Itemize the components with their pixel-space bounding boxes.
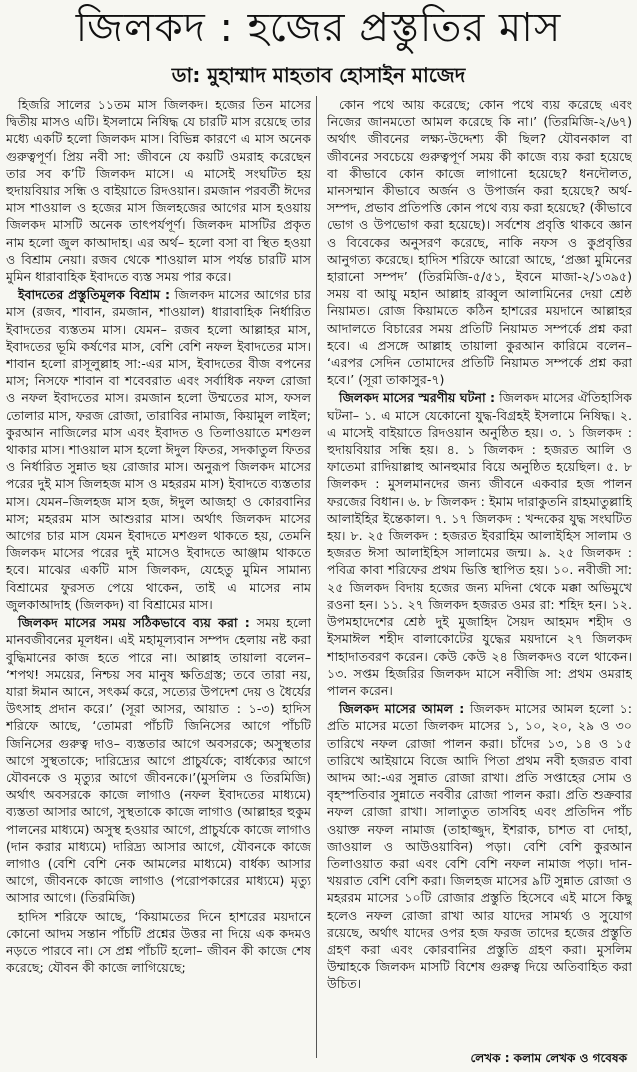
paragraph-text: হিজরি সালের ১১তম মাস জিলকদ। হজের তিন মাসের দ্বিতীয় মাসও এটি। ইসলামে নিষিদ্ধ যে চারটি মাস রয়েছে তার মধ্যে একটি হলো জিলকদ মাস। বিভিন্ন কারণে এ মাস অনেক গুরুত্বপূর্ণ। প্রিয় নবী সা: জীবনে যে কয়টি ওমরাহ করেছেন তার সব ক’টি জিলকদ মাসে। এ মাসেই সংঘটিত হয় হুদায়বিয়ার সন্ধি ও বাইয়াতে রিদওয়ান। রমজান পরবর্তী ঈদের মাস শাওয়াল ও হজের মাস জিলহজের আগের মাস হওয়ায় জিলকদ মাসটি অনেক তাৎপর্যপূর্ণ। জিলকদ মাসটির প্রকৃত নাম হলো জুল কাআদাহ। এর অর্থ– হলো বসা বা স্থিত হওয়া ও বিশ্রাম নেয়া। রজব থেকে শাওয়াল মাস পর্যন্ত চারটি মাস মুমিন ধারাবাহিক ইবাদতে ব্যস্ত সময় পার করে। bbox=[6, 97, 311, 285]
article-byline: ডা: মুহাম্মাদ মাহতাব হোসাইন মাজেদ bbox=[171, 63, 466, 87]
paragraph bbox=[6, 96, 311, 285]
column-divider bbox=[316, 96, 317, 1058]
paragraph bbox=[6, 908, 311, 977]
paragraph-text: জিলকদ মাসের আমল হলো ১: প্রতি মাসের মতো জিলকদ মাসের ১, ১০, ২০, ২৯ ও ৩০ তারিখে নফল রোজা পালন করা। চাঁদের ১৩, ১৪ ও ১৫ তারিখে আইয়ামে বিজে আদি পিতা প্রথম নবী হজরত বাবা আদম আ:-এর সুন্নাত রোজা রাখা। প্রতি সপ্তাহের সোম ও বৃহস্পতিবার সুন্নাতে নববীর রোজা পালন করা। প্রতি শুক্রবার নফল রোজা রাখা। সালাতুত তাসবিহ এবং প্রতিদিন পাঁচ ওয়াক্ত নফল নামাজ (তাহাজ্জুদ, ইশরাক, চাশত বা দোহা, জাওয়াল ও আউওয়াবিন) পড়া। বেশি বেশি কুরআন তিলাওয়াত করা এবং বেশি বেশি নফল নামাজ পড়া। দান-খয়রাত বেশি বেশি করা। জিলহজ মাসের ৯টি সুন্নাত রোজা ও মহররম মাসের ১০টি রোজার প্রস্তুতি হিসেবে এই মাসে কিছু হলেও নফল রোজা রাখা আর যাদের সামর্থ্য ও সুযোগ রয়েছে, অর্থাৎ যাদের ওপর হজ ফরজ তাদের হজের প্রস্তুতি গ্রহণ করা এবং কোরবানির প্রস্তুতি গ্রহণ করা। মুসলিম উম্মাহকে জিলকদ মাসটি বিশেষ গুরুত্ব দিয়ে অতিবাহিত করা উচিত। bbox=[327, 701, 632, 992]
paragraph-text: হাদিস শরিফে আছে, ‘কিয়ামতের দিনে হাশরের ময়দানে কোনো আদম সন্তান পাঁচটি প্রশ্নের উত্তর না দিয়ে এক কদমও নড়তে পারবে না। সে প্রশ্ন পাঁচটি হলো– জীবন কী কাজে শেষ করেছে; যৌবন কী কাজে লাগিয়েছে; bbox=[6, 908, 311, 976]
section-heading: জিলকদ মাসের স্মরণীয় ঘটনা : bbox=[339, 390, 496, 406]
article-headline: জিলকদ : হজের প্রস্তুতির মাস bbox=[75, 5, 562, 51]
paragraph bbox=[6, 614, 311, 906]
section-heading: ইবাদতের প্রস্তুতিমূলক বিশ্রাম : bbox=[18, 287, 171, 303]
paragraph-text: সময় হলো মানবজীবনের মূলধন। এই মহামূল্যবান সম্পদ হেলায় নষ্ট করা বুদ্ধিমানের কাজ হতে পারে না। আল্লাহ তায়ালা বলেন– ‘শপথ! সময়ের, নিশ্চয় সব মানুষ ক্ষতিগ্রস্ত; তবে তারা নয়, যারা ঈমান আনে, সৎকর্ম করে, সত্যের উপদেশ দেয় ও ধৈর্যের উৎসাহ প্রদান করে।’ (সূরা আসর, আয়াত : ১-৩) হাদিস শরিফে আছে, ‘তোমরা পাঁচটি জিনিসের আগে পাঁচটি জিনিসের গুরুত্ব দাও– ব্যস্ততার আগে অবসরকে; অসুস্থতার আগে সুস্থতাকে; দারিদ্র্যের আগে প্রাচুর্যকে; বার্ধক্যের আগে যৌবনকে ও মৃত্যুর আগে জীবনকে।’(মুসলিম ও তিরমিজি) অর্থাৎ অবসরকে কাজে লাগাও (নফল ইবাদতের মাধ্যমে) ব্যস্ততা আসার আগে, সুস্থতাকে কাজে লাগাও (আল্লাহর হুকুম পালনের মাধ্যমে) অসুস্থ হওয়ার আগে, প্রাচুর্যকে কাজে লাগাও (দান করার মাধ্যমে) দারিদ্র্য আসার আগে, যৌবনকে কাজে লাগাও (বেশি বেশি নেক আমলের মাধ্যমে) বার্ধক্য আসার আগে, জীবনকে কাজে লাগাও (পরোপকারের মাধ্যমে) মৃত্যু আসার আগে। (তিরমিজি) bbox=[6, 615, 311, 906]
right-column bbox=[327, 96, 632, 1058]
section-heading: জিলকদ মাসের আমল : bbox=[339, 701, 465, 717]
paragraph bbox=[327, 700, 632, 992]
author-credit: লেখক : কলাম লেখক ও গবেষক bbox=[470, 1051, 627, 1065]
section-heading: জিলকদ মাসের সময় সঠিকভাবে ব্যয় করা : bbox=[18, 615, 250, 631]
paragraph-text: কোন পথে আয় করেছে; কোন পথে ব্যয় করেছে এবং নিজের জানমতো আমল করেছে কি না।’ (তিরমিজি-২/৬৭) অর্থাৎ জীবনের লক্ষ্য-উদ্দেশ্য কী ছিল? যৌবনকাল বা জীবনের সবচেয়ে গুরুত্বপূর্ণ সময় কী কাজে ব্যয় করা হয়েছে বা কীভাবে কোন কাজে লাগানো হয়েছে? ধনদৌলত, মানসম্মান কীভাবে অর্জন ও উপার্জন করা হয়েছে? অর্থ-সম্পদ, প্রভাব প্রতিপত্তি কোন পথে ব্যয় করা হয়েছে? (কীভাবে ভোগ ও উপভোগ করা হয়েছে)। সর্বশেষ প্রবৃত্তি থাকবে জ্ঞান ও বিবেকের অনুসরণ করেছে, নাকি নফস ও কুপ্রবৃত্তির আনুগত্য করেছে। হাদিস শরিফে আরো আছে, ‘প্রজ্ঞা মুমিনের হারানো সম্পদ’ (তিরমিজি-৫/৫১, ইবনে মাজা-২/১৩৯৫) সময় বা আয়ু মহান আল্লাহ রাব্বুল আলামিনের দেয়া শ্রেষ্ঠ নিয়ামত। রোজ কিয়ামতে কঠিন হাশরের ময়দানে আল্লাহর আদালতে বিচারের সময় প্রতিটি নিয়ামত সম্পর্কে প্রশ্ন করা হবে। এ প্রসঙ্গে আল্লাহ তায়ালা কুরআন কারিমে বলেন– ‘এরপর সেদিন তোমাদের প্রতিটি নিয়ামত সম্পর্কে প্রশ্ন করা হবে।’ (সূরা তাকাসুর-৭) bbox=[327, 97, 632, 388]
paragraph-text: জিলকদ মাসের আগের চার মাস (রজব, শাবান, রমজান, শাওয়াল) ধারাবাহিক নির্ধারিত ইবাদতের ব্যস্ততম মাস। যেমন– রজব হলো আল্লাহর মাস, ইবাদতের ভূমি কর্ষণের মাস, বেশি বেশি নফল ইবাদতের মাস। শাবান হলো রাসূলুল্লাহ সা:-এর মাস, ইবাদতের বীজ বপনের মাস; নিসফে শাবান বা শবেবরাত এবং সর্বাধিক নফল রোজা ও নফল ইবাদতের মাস। রমজান হলো উম্মতের মাস, ফসল তোলার মাস, ফরজ রোজা, তারাবির নামাজ, কিয়ামুল লাইল; কুরআন নাজিলের মাস এবং ইবাদত ও তিলাওয়াতে মশগুল থাকার মাস। শাওয়াল মাস হলো ঈদুল ফিতর, সদকাতুল ফিতর ও নির্ধারিত সুন্নাত ছয় রোজার মাস। অনুরূপ জিলকদ মাসের পরের দুই মাস জিলহজ মাস ও মহররম মাস) ইবাদতে ব্যস্ততার মাস। যেমন–জিলহজ মাস হজ, ঈদুল আজহা ও কোরবানির মাস; মহররম মাস আশুরার মাস। অর্থাৎ জিলকদ মাসের আগের চার মাস যেমন ইবাদতে মশগুল থাকতে হয়, তেমনি জিলকদ মাসের পরের দুই মাসেও ইবাদতে আঞ্জাম থাকতে হবে। মাঝের একটি মাস জিলকদ, যেহেতু মুমিন সামান্য বিশ্রামের ফুরসত পেয়ে থাকেন, তাই এ মাসের নাম জুলকাআদাহ (জিলকদ) বা বিশ্রামের মাস। bbox=[6, 287, 311, 612]
left-column bbox=[6, 96, 311, 1058]
paragraph bbox=[327, 96, 632, 388]
paragraph-text: জিলকদ মাসের ঐতিহাসিক ঘটনা– ১. এ মাসে যেকোনো যুদ্ধ-বিগ্রহই ইসলামে নিষিদ্ধ। ২. এ মাসেই বাইয়াতে রিদওয়ান অনুষ্ঠিত হয়। ৩. ১ জিলকদ : হুদায়বিয়ার সন্ধি হয়। ৪. ১ জিলকদ : হজরত আলি ও ফাতেমা রাদিয়াল্লাহু আনহুমার বিয়ে অনুষ্ঠিত হয়েছিল। ৫. ৮ জিলকদ : মুসলমানদের জন্য জীবনে একবার হজ পালন ফরজের বিধান। ৬. ৮ জিলকদ : ইমাম দারাকুতনি রাহমাতুল্লাহি আলাইহির ইন্তেকাল। ৭. ১৭ জিলকদ : খন্দকের যুদ্ধ সংঘটিত হয়। ৮. ২৫ জিলকদ : হজরত ইবরাহিম আলাইহিস সালাম ও হজরত ঈসা আলাইহিস সালামের জন্ম। ৯. ২৫ জিলকদ : পবিত্র কাবা শরিফের প্রথম ভিত্তি স্থাপিত হয়। ১০. নবীজী সা: ২৫ জিলকদ বিদায় হজের জন্য মদিনা থেকে মক্কা অভিমুখে রওনা হন। ১১. ২৭ জিলকদ হজরত ওমর রা: শহিদ হন। ১২. উপমহাদেশের শ্রেষ্ঠ দুই মুজাহিদ সৈয়দ আহমদ শহীদ ও ইসমাঈল শহীদ বালাকোটের যুদ্ধের ময়দানে ২৭ জিলকদ শাহাদাতবরণ করেন। কেউ কেউ ২৪ জিলকদও বলে থাকেন। ১৩. সপ্তম হিজরির জিলকদ মাসে নবীজি সা: প্রথম ওমরাহ পালন করেন। bbox=[327, 390, 632, 698]
paragraph bbox=[6, 286, 311, 613]
paragraph bbox=[327, 389, 632, 699]
